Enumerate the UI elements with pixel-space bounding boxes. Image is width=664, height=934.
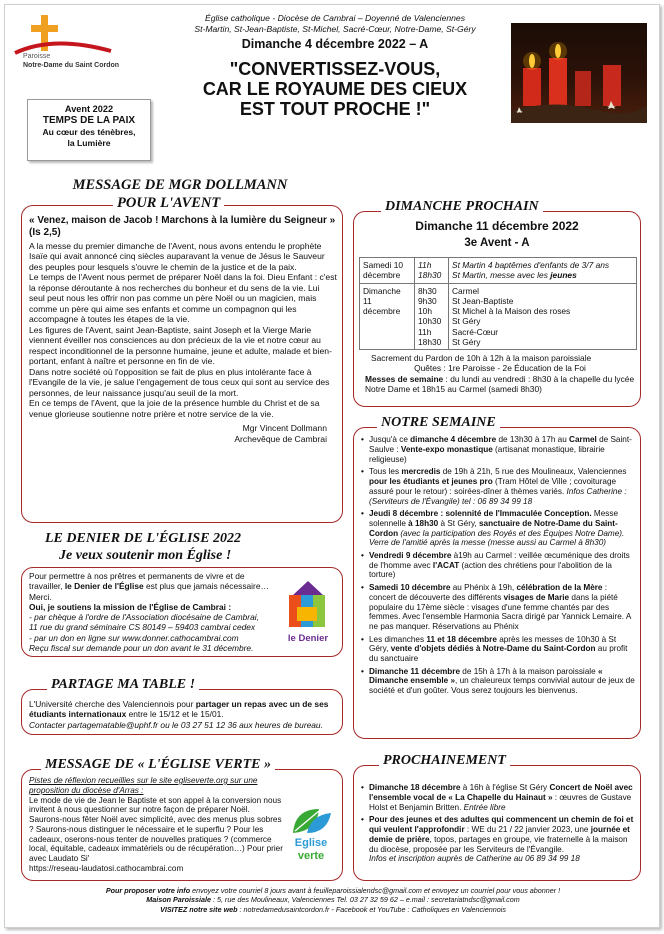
denier-line1: - par chèque à l'ordre de l'Association diocésaine de Cambrai,	[29, 612, 259, 622]
message-paragraph-4: Dans notre société où l'opposition se fait de plus en plus intolérante face à l'Evangile de la vie, je salue l'engagement de tous ceux qui sont au service des personnes, de leur naissance jusqu'au seuil de la mort.	[29, 366, 330, 398]
schedule-places: Carmel St Jean-Baptiste St Michel à la Maison des roses St Géry Sacré-Cœur St Géry	[449, 283, 637, 350]
headline-line1: "CONVERTISSEZ-VOUS,	[229, 59, 441, 79]
dimanche-subtitle: 3e Avent - A	[464, 237, 530, 249]
list-item: • Dimanche 18 décembre à 16h à l'église St Géry Concert de Noël avec l'ensemble vocal de « La Chapelle du Hainaut » : œuvres de Gustave Holst et Benjamin Britten. Entrée libre	[361, 783, 635, 813]
list-item: • Jusqu'à ce dimanche 4 décembre de 13h30 à 17h au Carmel de Saint-Saulve : Vente-expo monastique (artisanat monastique, librairie religieuse)	[361, 435, 635, 465]
message-paragraph-2: Le temps de l'Avent nous permet de préparer Noël dans la foi. Dieu Enfant : c'est la réponse déroutante à nos recherches du bonheur et du sens de la vie. Lui seul peut nous les offrir non pas comme un père Noël ou un magicien, mais comme un père qui aime ses enfants et comme un compagnon qui les accompagne à toutes les étapes de la vie.	[29, 272, 337, 325]
headline-line2: CAR LE ROYAUME DES CIEUX	[202, 79, 468, 100]
church-logo-icon	[279, 577, 337, 631]
list-item: • Dimanche 11 décembre de 15h à 17h à la maison paroissiale « Dimanche ensemble », un chaleureux temps convivial autour de jeux de société et d'un goûter. Vous serez toujours les bienvenus.	[361, 667, 635, 697]
partage-title: PARTAGE MA TABLE !	[47, 676, 199, 693]
dimanche-note-quetes: Quêtes : 1re Paroisse - 2e Éducation de la Foi	[414, 363, 586, 374]
denier-support: Oui, je soutiens la mission de l'Église de Cambrai :	[29, 601, 232, 612]
eglise-verte-intro: Pistes de réflexion recueillies sur le site egliseverte.org sur une proposition du diocèse d'Arras :	[29, 776, 258, 795]
denier-content	[29, 571, 275, 653]
schedule-places: St Martin 4 baptêmes d'enfants de 3/7 ans St Martin, messe avec les jeunes	[449, 258, 637, 284]
advent-theme-box	[27, 99, 151, 161]
denier-line2: 11 rue du grand séminaire CS 80149 – 59403 cambrai cedex	[29, 622, 256, 633]
message-signature-title: Archevêque de Cambrai	[234, 433, 327, 444]
leaf-logo-icon	[285, 805, 337, 837]
schedule-day: Samedi 10 décembre	[360, 258, 415, 284]
message-title	[15, 177, 345, 194]
candles-icon	[511, 23, 647, 123]
table-row	[360, 283, 637, 350]
dimanche-note-messes: Messes de semaine : du lundi au vendredi : 8h30 à la chapelle du lycée Notre Dame et 18h15 au Carmel (samedi 8h30)	[365, 373, 635, 394]
denier-intro: Pour permettre à nos prêtres et permanents de vivre et de travailler, le Denier de l'Église est plus que jamais nécessaire… Merci.	[29, 571, 269, 602]
message-paragraph-3: Les figures de l'Avent, saint Jean-Baptiste, saint Joseph et la Vierge Marie viennent éveiller nos consciences au don précieux de la vie et notre cœur au respect inconditionnel de la personne humaine, jeune et adulte, malade et bien-portant, enfant à naître et personne en fin de vie.	[29, 324, 332, 367]
bulletin-page	[4, 4, 660, 928]
denier-line4: Reçu fiscal sur demande pour un don avant le 31 décembre.	[29, 642, 254, 653]
parish-name-label: Notre-Dame du Saint Cordon	[23, 62, 120, 69]
advent-theme-line2: TEMPS DE LA PAIX	[42, 115, 136, 127]
denier-title	[41, 531, 341, 565]
denier-title-line1: LE DENIER DE L'ÉGLISE 2022	[45, 531, 242, 546]
list-item: • Les dimanches 11 et 18 décembre après les messes de 10h30 à St Géry, vente d'objets dédiés à Notre-Dame du Saint-Cordon au profit du sanctuaire	[361, 635, 635, 665]
prochainement-title: PROCHAINEMENT	[379, 752, 510, 769]
footer-line1: Pour proposer votre info envoyez votre courriel 8 jours avant à feuilleparoissialendsc@gmail.com et envoyez un courriel pour vous abonner !	[105, 886, 561, 895]
denier-logo-text: le Denier	[287, 633, 329, 644]
message-paragraph-1: A la messe du premier dimanche de l'Avent, nous avons entendu le prophète Isaïe qui avait annoncé cinq siècles auparavant la venue de Jésus le Sauveur des peuples pour lesquels s'ouvre le chemin de la justice et de la paix.	[29, 241, 325, 272]
message-signature-name: Mgr Vincent Dollmann	[242, 423, 327, 434]
schedule-table	[359, 257, 637, 350]
eglise-verte-link[interactable]: https://reseau-laudatosi.cathocambrai.com	[29, 863, 184, 873]
eglise-verte-logo-text2: verte	[297, 850, 325, 862]
denier-title-line2: Je veux soutenir mon Église !	[59, 547, 232, 563]
message-quote: « Venez, maison de Jacob ! Marchons à la lumière du Seigneur » (Is 2,5)	[29, 215, 336, 238]
list-item: • Tous les mercredis de 19h à 21h, 5 rue des Moulineaux, Valenciennes pour les étudiants et jeunes pro (Tram Hôtel de Ville ; covoiturage assuré pour le retour) : soirées-dîner à thèmes variés. Infos Catherine : (Serviteurs de l'Évangile) tel : 06 89 34 99 18	[361, 467, 635, 506]
headline-line3: EST TOUT PROCHE !"	[239, 99, 431, 120]
table-row	[360, 258, 637, 284]
schedule-day: Dimanche 11 décembre	[360, 283, 415, 350]
eglise-verte-text: Le mode de vie de Jean le Baptiste et son appel à la conversion nous invitent à nous questionner sur notre façon de préparer Noël. Saurons-nous fêter Noël avec simplicité, avec des menus plus sobres ? Saurons-nous distinguer le nécessaire et le superflu ? Pour les cadeaux, oserons-nous tenter de nouvelles pratiques ? (commerce local, équitable, cadeaux immatériels ou de récupération…) Pour prier avec Laudato Si'	[29, 795, 283, 863]
prochainement-content	[361, 783, 635, 867]
list-item: • Vendredi 9 décembre à19h au Carmel : veillée œcuménique des droits de l'homme avec l'ACAT (action des chrétiens pour l'abolition de la torture)	[361, 551, 635, 581]
semaine-title: NOTRE SEMAINE	[377, 414, 500, 431]
partage-contact: Contacter partagematable@uphf.fr ou le 03 27 51 12 36 aux heures de bureau.	[29, 719, 323, 730]
denier-logo	[279, 577, 337, 649]
partage-text: L'Université cherche des Valenciennois pour partager un repas avec un de ses étudiants internationaux entre le 15/12 et le 15/01.	[29, 699, 329, 720]
partage-content	[29, 699, 337, 730]
diocese-line2: St-Martin, St-Jean-Baptiste, St-Michel, Sacré-Cœur, Notre-Dame, St-Géry	[194, 24, 476, 34]
message-paragraph-5: En ce temps de l'Avent, que la joie de la présence humble du Christ et de sa venue glorieuse soutienne notre prière et notre service de la vie.	[29, 398, 320, 419]
message-content	[29, 215, 337, 444]
denier-donation-link[interactable]: - par un don en ligne sur www.donner.cathocambrai.com	[29, 632, 239, 643]
eglise-verte-logo-text1: Eglise	[294, 837, 328, 849]
advent-theme-line3: Au cœur des ténèbres,	[42, 127, 136, 138]
footer-line3: VISITEZ notre site web : notredamedusaintcordon.fr - Facebook et YouTube : Catholiques en Valenciennois	[160, 904, 506, 914]
dimanche-notes	[365, 353, 635, 394]
advent-candles-image	[511, 23, 647, 123]
list-item: • Pour des jeunes et des adultes qui commencent un chemin de foi et qui veulent l'approfondir : WE du 21 / 22 janvier 2023, une journée et demie de prière, topos, partages en groupe, vie fraternelle à la maison du diocèse, proposée par les Serviteurs de l'Évangile. Infos et inscription auprès de Catherine au 06 89 34 99 18	[361, 815, 635, 864]
bulletin-date: Dimanche 4 décembre 2022 – A	[241, 37, 429, 51]
dimanche-schedule	[359, 257, 637, 350]
semaine-content	[361, 435, 635, 699]
parish-small-label: Paroisse	[23, 53, 51, 60]
eglise-verte-logo	[285, 805, 337, 865]
list-item: • Jeudi 8 décembre : solennité de l'Immaculée Conception. Messe solennelle à 18h30 à St Géry, sanctuaire de Notre-Dame du Saint-Cordon (avec la participation des Royés et des Équipes Notre Dame). Verre de l'amitié après la messe (messe aussi au Carmel à 8h30)	[361, 509, 635, 548]
parish-logo	[13, 13, 133, 73]
dimanche-title: DIMANCHE PROCHAIN	[381, 198, 543, 215]
headline	[170, 59, 500, 119]
eglise-verte-title: MESSAGE DE « L'ÉGLISE VERTE »	[41, 756, 275, 773]
dimanche-date: Dimanche 11 décembre 2022	[415, 219, 579, 233]
list-item: • Samedi 10 décembre au Phénix à 19h, célébration de la Mère : concert de découverte des différents visages de Marie dans la piété populaire du 17ème siècle : visages d'une femme chantés par des femmes. Avec l'ensemble Harmonia Sacra dirigé par Yannick Lemaire. A ne pas manquer. Réservations au Phénix	[361, 583, 635, 632]
message-title-line2: POUR L'AVENT	[113, 195, 224, 213]
eglise-verte-content	[29, 776, 283, 874]
advent-theme-line1: Avent 2022	[64, 104, 114, 114]
dimanche-note-pardon: Sacrement du Pardon de 10h à 12h à la maison paroissiale	[371, 353, 592, 363]
advent-theme-line4: la Lumière	[67, 137, 111, 148]
footer	[15, 886, 651, 914]
footer-line2: Maison Paroissiale : 5, rue des Moulineaux, Valenciennes Tel. 03 27 32 59 62 – e.mail : secretariatndsc@gmail.com	[146, 895, 520, 905]
schedule-times: 8h30 9h30 10h 10h30 11h 18h30	[415, 283, 449, 350]
message-title-line1: MESSAGE DE MGR DOLLMANN	[72, 177, 288, 193]
schedule-times: 11h 18h30	[415, 258, 449, 284]
diocese-line1: Église catholique - Diocèse de Cambrai – Doyenné de Valenciennes	[204, 13, 466, 23]
